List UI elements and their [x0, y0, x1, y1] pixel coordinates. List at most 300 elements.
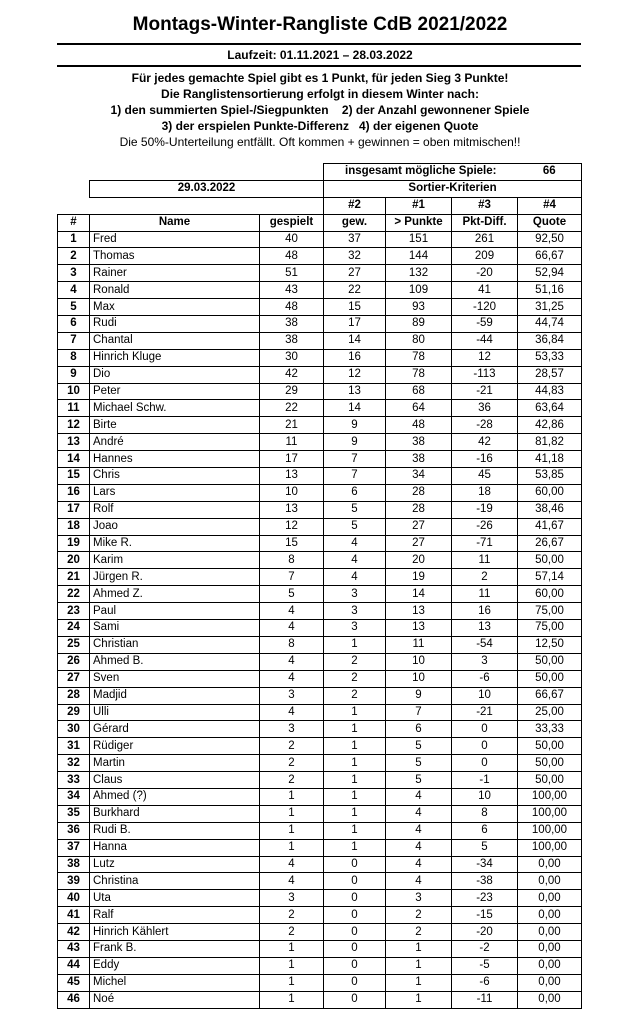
- name-cell: Sven: [90, 670, 260, 687]
- wins-cell: 0: [324, 957, 386, 974]
- diff-cell: -6: [452, 670, 518, 687]
- name-cell: Rudi B.: [90, 822, 260, 839]
- rank-cell: 8: [58, 349, 90, 366]
- table-row: [58, 636, 582, 653]
- rank-cell: 7: [58, 332, 90, 349]
- quota-cell: 100,00: [518, 839, 582, 856]
- wins-cell: 2: [324, 653, 386, 670]
- points-cell: 1: [386, 957, 452, 974]
- wins-cell: 1: [324, 704, 386, 721]
- crit-number: #4: [518, 197, 582, 214]
- points-cell: 4: [386, 839, 452, 856]
- page-title: Montags-Winter-Rangliste CdB 2021/2022: [132, 14, 508, 35]
- points-cell: 13: [386, 603, 452, 620]
- wins-cell: 5: [324, 518, 386, 535]
- played-cell: 2: [260, 907, 324, 924]
- table-row: [58, 940, 582, 957]
- wins-cell: 1: [324, 772, 386, 789]
- wins-cell: 0: [324, 940, 386, 957]
- quota-cell: 52,94: [518, 265, 582, 282]
- wins-cell: 7: [324, 468, 386, 485]
- points-cell: 28: [386, 484, 452, 501]
- rank-cell: 12: [58, 417, 90, 434]
- quota-cell: 44,83: [518, 383, 582, 400]
- points-cell: 6: [386, 721, 452, 738]
- rank-cell: 29: [58, 704, 90, 721]
- name-cell: Burkhard: [90, 805, 260, 822]
- name-cell: Madjid: [90, 687, 260, 704]
- points-cell: 64: [386, 400, 452, 417]
- quota-cell: 36,84: [518, 332, 582, 349]
- rank-cell: 18: [58, 518, 90, 535]
- rules-line-1: Für jedes gemachte Spiel gibt es 1 Punkt, für jeden Sieg 3 Punkte!: [131, 71, 509, 85]
- table-row: [58, 653, 582, 670]
- name-cell: Hanna: [90, 839, 260, 856]
- rank-cell: 16: [58, 484, 90, 501]
- wins-cell: 1: [324, 805, 386, 822]
- table-row: [58, 434, 582, 451]
- played-cell: 1: [260, 822, 324, 839]
- quota-cell: 33,33: [518, 721, 582, 738]
- table-row: [58, 265, 582, 282]
- rank-cell: 37: [58, 839, 90, 856]
- played-cell: 15: [260, 535, 324, 552]
- diff-cell: -21: [452, 704, 518, 721]
- points-cell: 27: [386, 518, 452, 535]
- name-cell: Fred: [90, 231, 260, 248]
- diff-cell: -28: [452, 417, 518, 434]
- wins-cell: 4: [324, 569, 386, 586]
- header-cell: Quote: [518, 214, 582, 231]
- diff-cell: 16: [452, 603, 518, 620]
- wins-cell: 15: [324, 299, 386, 316]
- played-cell: 2: [260, 755, 324, 772]
- header-cell: gespielt: [260, 214, 324, 231]
- wins-cell: 0: [324, 890, 386, 907]
- possible-games-row: [58, 164, 582, 181]
- diff-cell: -1: [452, 772, 518, 789]
- diff-cell: -54: [452, 636, 518, 653]
- diff-cell: 10: [452, 788, 518, 805]
- table-row: [58, 282, 582, 299]
- points-cell: 132: [386, 265, 452, 282]
- name-cell: Birte: [90, 417, 260, 434]
- name-cell: André: [90, 434, 260, 451]
- diff-cell: -38: [452, 873, 518, 890]
- table-row: [58, 383, 582, 400]
- points-cell: 4: [386, 822, 452, 839]
- diff-cell: 45: [452, 468, 518, 485]
- wins-cell: 14: [324, 332, 386, 349]
- rank-cell: 40: [58, 890, 90, 907]
- wins-cell: 3: [324, 620, 386, 637]
- diff-cell: 12: [452, 349, 518, 366]
- quota-cell: 42,86: [518, 417, 582, 434]
- played-cell: 13: [260, 468, 324, 485]
- quota-cell: 0,00: [518, 924, 582, 941]
- points-cell: 20: [386, 552, 452, 569]
- rank-cell: 28: [58, 687, 90, 704]
- table-row: [58, 856, 582, 873]
- diff-cell: -2: [452, 940, 518, 957]
- played-cell: 11: [260, 434, 324, 451]
- table-row: [58, 501, 582, 518]
- quota-cell: 75,00: [518, 603, 582, 620]
- played-cell: 4: [260, 603, 324, 620]
- rank-cell: 1: [58, 231, 90, 248]
- played-cell: 38: [260, 316, 324, 333]
- diff-cell: -113: [452, 366, 518, 383]
- diff-cell: 13: [452, 620, 518, 637]
- points-cell: 80: [386, 332, 452, 349]
- diff-cell: 11: [452, 552, 518, 569]
- quota-cell: 0,00: [518, 974, 582, 991]
- table-row: [58, 248, 582, 265]
- diff-cell: 0: [452, 738, 518, 755]
- table-row: [58, 670, 582, 687]
- diff-cell: 261: [452, 231, 518, 248]
- wins-cell: 1: [324, 755, 386, 772]
- wins-cell: 2: [324, 670, 386, 687]
- diff-cell: -71: [452, 535, 518, 552]
- played-cell: 1: [260, 957, 324, 974]
- crit-number: #3: [452, 197, 518, 214]
- name-cell: Rüdiger: [90, 738, 260, 755]
- rank-cell: 35: [58, 805, 90, 822]
- rules-line-5: Die 50%-Unterteilung entfällt. Oft kommen + gewinnen = oben mitmischen!!: [119, 135, 521, 149]
- rank-cell: 25: [58, 636, 90, 653]
- quota-cell: 53,85: [518, 468, 582, 485]
- table-row: [58, 451, 582, 468]
- header-row: [58, 214, 582, 231]
- table-row: [58, 349, 582, 366]
- wins-cell: 32: [324, 248, 386, 265]
- rank-cell: 44: [58, 957, 90, 974]
- name-cell: Noé: [90, 991, 260, 1008]
- table-row: [58, 924, 582, 941]
- sort-criteria-label: Sortier-Kriterien: [324, 180, 582, 197]
- points-cell: 68: [386, 383, 452, 400]
- diff-cell: 36: [452, 400, 518, 417]
- rank-cell: 38: [58, 856, 90, 873]
- table-row: [58, 603, 582, 620]
- rank-cell: 32: [58, 755, 90, 772]
- points-cell: 28: [386, 501, 452, 518]
- table-row: [58, 805, 582, 822]
- quota-cell: 38,46: [518, 501, 582, 518]
- name-cell: Frank B.: [90, 940, 260, 957]
- diff-cell: -26: [452, 518, 518, 535]
- played-cell: 48: [260, 248, 324, 265]
- wins-cell: 9: [324, 417, 386, 434]
- points-cell: 78: [386, 349, 452, 366]
- diff-cell: -11: [452, 991, 518, 1008]
- rules-line-3: 1) den summierten Spiel-/Siegpunkten 2) der Anzahl gewonnener Spiele: [110, 103, 530, 117]
- rank-cell: 36: [58, 822, 90, 839]
- quota-cell: 92,50: [518, 231, 582, 248]
- points-cell: 48: [386, 417, 452, 434]
- wins-cell: 1: [324, 788, 386, 805]
- played-cell: 3: [260, 890, 324, 907]
- points-cell: 34: [386, 468, 452, 485]
- table-row: [58, 772, 582, 789]
- played-cell: 30: [260, 349, 324, 366]
- played-cell: 51: [260, 265, 324, 282]
- table-row: [58, 957, 582, 974]
- played-cell: 1: [260, 839, 324, 856]
- table-row: [58, 535, 582, 552]
- header-cell: Name: [90, 214, 260, 231]
- rank-cell: 24: [58, 620, 90, 637]
- ranking-table: [57, 163, 582, 1009]
- table-row: [58, 687, 582, 704]
- quota-cell: 50,00: [518, 552, 582, 569]
- name-cell: Eddy: [90, 957, 260, 974]
- rank-cell: 42: [58, 924, 90, 941]
- table-row: [58, 569, 582, 586]
- quota-cell: 50,00: [518, 772, 582, 789]
- points-cell: 14: [386, 586, 452, 603]
- table-row: [58, 468, 582, 485]
- diff-cell: 10: [452, 687, 518, 704]
- header-cell: Pkt-Diff.: [452, 214, 518, 231]
- table-row: [58, 788, 582, 805]
- played-cell: 4: [260, 670, 324, 687]
- name-cell: Dio: [90, 366, 260, 383]
- played-cell: 29: [260, 383, 324, 400]
- quota-cell: 50,00: [518, 755, 582, 772]
- wins-cell: 1: [324, 822, 386, 839]
- quota-cell: 0,00: [518, 890, 582, 907]
- wins-cell: 0: [324, 924, 386, 941]
- quota-cell: 41,18: [518, 451, 582, 468]
- quota-cell: 0,00: [518, 907, 582, 924]
- points-cell: 1: [386, 991, 452, 1008]
- points-cell: 10: [386, 653, 452, 670]
- rank-cell: 9: [58, 366, 90, 383]
- diff-cell: -44: [452, 332, 518, 349]
- played-cell: 4: [260, 620, 324, 637]
- rank-cell: 22: [58, 586, 90, 603]
- rank-cell: 41: [58, 907, 90, 924]
- played-cell: 1: [260, 788, 324, 805]
- quota-cell: 66,67: [518, 248, 582, 265]
- diff-cell: 209: [452, 248, 518, 265]
- table-row: [58, 907, 582, 924]
- rank-cell: 14: [58, 451, 90, 468]
- rules-line-4: 3) der erspielen Punkte-Differenz 4) der eigenen Quote: [161, 119, 479, 133]
- wins-cell: 0: [324, 907, 386, 924]
- name-cell: Claus: [90, 772, 260, 789]
- name-cell: Jürgen R.: [90, 569, 260, 586]
- table-row: [58, 721, 582, 738]
- name-cell: Joao: [90, 518, 260, 535]
- table-row: [58, 552, 582, 569]
- name-cell: Ronald: [90, 282, 260, 299]
- diff-cell: -20: [452, 924, 518, 941]
- name-cell: Christian: [90, 636, 260, 653]
- rank-cell: 20: [58, 552, 90, 569]
- table-row: [58, 417, 582, 434]
- points-cell: 7: [386, 704, 452, 721]
- rank-cell: 21: [58, 569, 90, 586]
- played-cell: 4: [260, 856, 324, 873]
- wins-cell: 1: [324, 636, 386, 653]
- quota-cell: 50,00: [518, 670, 582, 687]
- table-row: [58, 484, 582, 501]
- quota-cell: 81,82: [518, 434, 582, 451]
- table-row: [58, 839, 582, 856]
- points-cell: 5: [386, 755, 452, 772]
- table-row: [58, 299, 582, 316]
- diff-cell: -15: [452, 907, 518, 924]
- name-cell: Rolf: [90, 501, 260, 518]
- diff-cell: 6: [452, 822, 518, 839]
- diff-cell: 11: [452, 586, 518, 603]
- rank-cell: 27: [58, 670, 90, 687]
- wins-cell: 6: [324, 484, 386, 501]
- header-cell: #: [58, 214, 90, 231]
- date-label: 29.03.2022: [90, 180, 324, 197]
- table-row: [58, 366, 582, 383]
- header-cell: > Punkte: [386, 214, 452, 231]
- name-cell: Michael Schw.: [90, 400, 260, 417]
- rules-line-2: Die Ranglistensortierung erfolgt in diesem Winter nach:: [161, 87, 479, 101]
- quota-cell: 44,74: [518, 316, 582, 333]
- rank-cell: 3: [58, 265, 90, 282]
- points-cell: 4: [386, 788, 452, 805]
- points-cell: 144: [386, 248, 452, 265]
- quota-cell: 41,67: [518, 518, 582, 535]
- table-row: [58, 586, 582, 603]
- rules-text: [0, 70, 640, 150]
- played-cell: 4: [260, 704, 324, 721]
- wins-cell: 0: [324, 856, 386, 873]
- played-cell: 3: [260, 721, 324, 738]
- quota-cell: 100,00: [518, 805, 582, 822]
- points-cell: 93: [386, 299, 452, 316]
- wins-cell: 1: [324, 839, 386, 856]
- points-cell: 11: [386, 636, 452, 653]
- name-cell: Ahmed Z.: [90, 586, 260, 603]
- played-cell: 12: [260, 518, 324, 535]
- points-cell: 4: [386, 856, 452, 873]
- name-cell: Rudi: [90, 316, 260, 333]
- diff-cell: -59: [452, 316, 518, 333]
- rank-cell: 2: [58, 248, 90, 265]
- played-cell: 21: [260, 417, 324, 434]
- wins-cell: 2: [324, 687, 386, 704]
- rank-cell: 31: [58, 738, 90, 755]
- rank-cell: 4: [58, 282, 90, 299]
- crit-number: #1: [386, 197, 452, 214]
- quota-cell: 100,00: [518, 788, 582, 805]
- rank-cell: 43: [58, 940, 90, 957]
- name-cell: Thomas: [90, 248, 260, 265]
- name-cell: Lars: [90, 484, 260, 501]
- wins-cell: 22: [324, 282, 386, 299]
- name-cell: Uta: [90, 890, 260, 907]
- name-cell: Karim: [90, 552, 260, 569]
- rank-cell: 30: [58, 721, 90, 738]
- table-row: [58, 738, 582, 755]
- quota-cell: 57,14: [518, 569, 582, 586]
- points-cell: 10: [386, 670, 452, 687]
- points-cell: 13: [386, 620, 452, 637]
- played-cell: 40: [260, 231, 324, 248]
- quota-cell: 60,00: [518, 586, 582, 603]
- quota-cell: 63,64: [518, 400, 582, 417]
- rank-cell: 34: [58, 788, 90, 805]
- diff-cell: 42: [452, 434, 518, 451]
- wins-cell: 4: [324, 535, 386, 552]
- points-cell: 4: [386, 873, 452, 890]
- quota-cell: 0,00: [518, 957, 582, 974]
- divider: [57, 65, 581, 67]
- table-row: [58, 518, 582, 535]
- name-cell: Paul: [90, 603, 260, 620]
- wins-cell: 1: [324, 738, 386, 755]
- played-cell: 10: [260, 484, 324, 501]
- played-cell: 43: [260, 282, 324, 299]
- quota-cell: 31,25: [518, 299, 582, 316]
- diff-cell: -19: [452, 501, 518, 518]
- played-cell: 4: [260, 873, 324, 890]
- wins-cell: 13: [324, 383, 386, 400]
- diff-cell: 41: [452, 282, 518, 299]
- played-cell: 1: [260, 991, 324, 1008]
- rank-cell: 5: [58, 299, 90, 316]
- name-cell: Michel: [90, 974, 260, 991]
- name-cell: Chantal: [90, 332, 260, 349]
- points-cell: 2: [386, 907, 452, 924]
- points-cell: 89: [386, 316, 452, 333]
- points-cell: 19: [386, 569, 452, 586]
- points-cell: 109: [386, 282, 452, 299]
- criteria-number-row: [58, 197, 582, 214]
- rank-cell: 46: [58, 991, 90, 1008]
- diff-cell: 18: [452, 484, 518, 501]
- rank-cell: 45: [58, 974, 90, 991]
- period-label: Laufzeit: 01.11.2021 – 28.03.2022: [227, 48, 413, 62]
- wins-cell: 3: [324, 603, 386, 620]
- wins-cell: 37: [324, 231, 386, 248]
- name-cell: Rainer: [90, 265, 260, 282]
- diff-cell: -120: [452, 299, 518, 316]
- rank-cell: 15: [58, 468, 90, 485]
- rank-cell: 10: [58, 383, 90, 400]
- name-cell: Ralf: [90, 907, 260, 924]
- quota-cell: 66,67: [518, 687, 582, 704]
- name-cell: Hannes: [90, 451, 260, 468]
- table-row: [58, 890, 582, 907]
- played-cell: 1: [260, 805, 324, 822]
- rank-cell: 17: [58, 501, 90, 518]
- played-cell: 5: [260, 586, 324, 603]
- quota-cell: 26,67: [518, 535, 582, 552]
- wins-cell: 12: [324, 366, 386, 383]
- name-cell: Lutz: [90, 856, 260, 873]
- name-cell: Ahmed (?): [90, 788, 260, 805]
- wins-cell: 1: [324, 721, 386, 738]
- diff-cell: -6: [452, 974, 518, 991]
- wins-cell: 5: [324, 501, 386, 518]
- rank-cell: 11: [58, 400, 90, 417]
- diff-cell: 0: [452, 755, 518, 772]
- table-row: [58, 332, 582, 349]
- wins-cell: 9: [324, 434, 386, 451]
- name-cell: Gérard: [90, 721, 260, 738]
